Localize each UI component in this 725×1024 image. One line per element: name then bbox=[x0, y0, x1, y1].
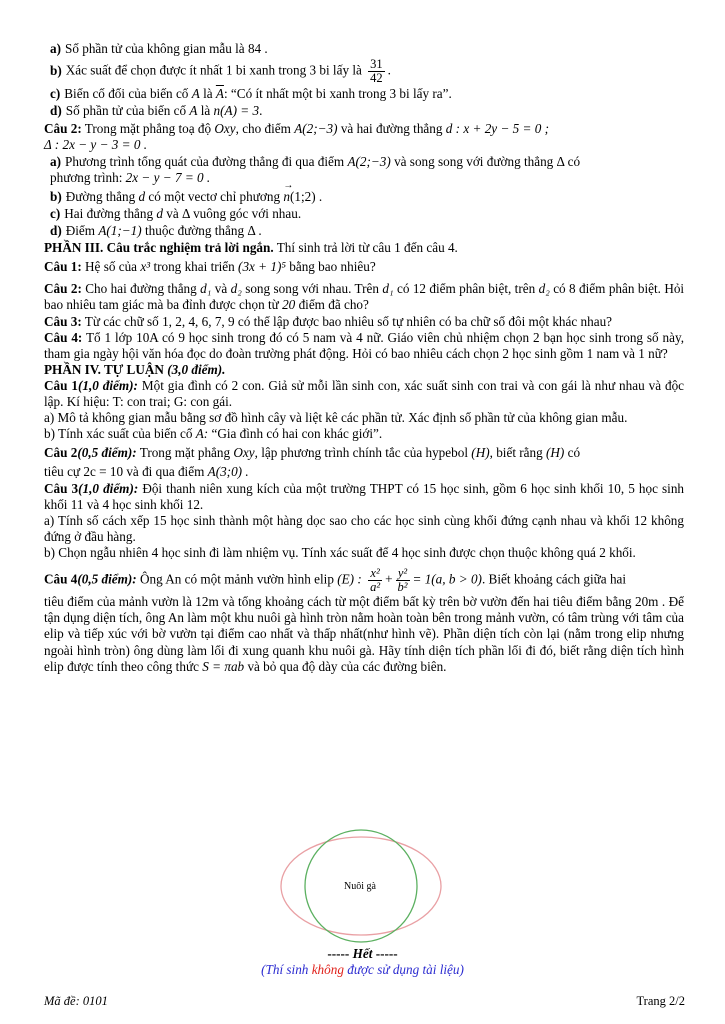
q1-option-d: d) Số phần tử của biến cố A là n(A) = 3. bbox=[50, 103, 263, 119]
end-mark: ----- Hết ----- bbox=[327, 946, 398, 961]
part4-heading: PHẦN IV. TỰ LUẬN (3,0 điểm). bbox=[44, 361, 226, 377]
q2-option-a: a) Phương trình tổng quát của đường thẳng đi qua điểm A(2;−3) và song song với đường thẳng Δ có phương trình: 2x − y − 7 = 0 . bbox=[50, 153, 581, 185]
fraction: $\frac{31}{42}$ bbox=[370, 57, 383, 86]
part3-heading: PHẦN III. Câu trắc nghiệm trả lời ngắn. Thí sinh trả lời từ câu 1 đến câu 4. bbox=[44, 240, 458, 256]
q2-stem: Câu 2: Trong mặt phẳng toạ độ Oxy, cho điểm A(2;−3) và hai đường thẳng d : x + 2y − 5 = 0 ; bbox=[44, 120, 550, 136]
exam-code: Mã đề: 0101 bbox=[44, 994, 108, 1008]
part4-q4-body: tiêu điểm của mảnh vườn là 12m và tổng khoảng cách từ một điểm bất kỳ trên bờ vườn đến hai tiêu điểm bằng 20m . Để tận dụng diện tích, ông An làm một khu nuôi gà hình tròn nằm hoàn toàn bên trong mảnh vườn, có tâm trùng với tâm của elip và tiếp xúc với bờ vườn tại điểm cao nhất và thấp nhất(như hình vẽ). Phần diện tích còn lại (nằm trong elip nhưng ngoài hình tròn) ông dùng làm lối đi xung quanh khu nuôi gà. Hãy tính diện tích phần lối đi đó, biết rằng diện tích hình elip được tính theo công thức S = πab và bỏ qua độ dày của các đường biên. bbox=[44, 594, 684, 674]
part4-q2-cont: tiêu cự 2c = 10 và đi qua điểm A(3;0) . bbox=[44, 464, 249, 480]
fraction-x: $\frac{\text{x²}}{\text{a²}}$ bbox=[370, 565, 381, 595]
part4-q2: Câu 2(0,5 điểm): Trong mặt phẳng Oxy, lập phương trình chính tắc của hypebol (H), biết rằng (H) có bbox=[44, 445, 581, 461]
fraction-y: $\frac{\text{y²}}{\text{b²}}$ bbox=[397, 565, 408, 595]
q1-option-a: a) Số phần tử của không gian mẫu là 84 . bbox=[50, 41, 268, 56]
part3-q2: Câu 2: Cho hai đường thẳng d₁ và d₂ song song với nhau. Trên d₁ có 12 điểm phân biệt, trên d₂ có 8 điểm phân biệt. Hỏi bao nhiêu tam giác mà ba đỉnh được chọn từ 20 điểm đã cho? bbox=[44, 281, 685, 313]
complement-event: $\overline{A}$ bbox=[215, 86, 224, 102]
q2-option-d: d) Điểm A(1;−1) thuộc đường thẳng Δ . bbox=[50, 223, 262, 239]
part4-q1: Câu 1(1,0 điểm): Một gia đình có 2 con. Giả sử mỗi lần sinh con, xác suất sinh con trai và con gái là như nhau và độc lập. Kí hiệu: T: con trai; G: con gái. bbox=[44, 377, 685, 410]
part4-q3: Câu 3(1,0 điểm): Đội thanh niên xung kích của một trường THPT có 15 học sinh, gồm 6 học sinh khối 10, 5 học sinh khối 11 và 4 học sinh khối 12. bbox=[44, 480, 685, 512]
part4-q1-b: b) Tính xác suất của biến cố A: “Gia đình có hai con khác giới”. bbox=[44, 426, 383, 442]
part4-q3-b: b) Chọn ngẫu nhiên 4 học sinh đi làm nhiệm vụ. Tính xác suất để 4 học sinh được chọn thuộc không quá 2 khối. bbox=[44, 544, 636, 560]
diagram-label: Nuôi gà bbox=[344, 881, 376, 892]
part3-q1: Câu 1: Hệ số của x³ trong khai triển (3x + 1)⁵ bằng bao nhiêu? bbox=[44, 259, 376, 275]
q1-option-c: c) Biến cố đối của biến cố A là $\overline{A}$: “Có ít nhất một bi xanh trong 3 bi lấy ra”. bbox=[50, 86, 452, 102]
part4-q4: Câu 4(0,5 điểm): Ông An có một mảnh vườn hình elip (E) : $\frac{\text{x²}}{\text{a²}}$ + $\frac{\text{y²}}{\text{b²}}$ = 1(a, b > 0). Biết khoảng cách giữa hai bbox=[44, 565, 627, 595]
part4-q1-a: a) Mô tả không gian mẫu bằng sơ đồ hình cây và liệt kê các phần tử. Xác định số phần tử của không gian mẫu. bbox=[44, 410, 628, 426]
part3-q4: Câu 4: Tổ 1 lớp 10A có 9 học sinh trong đó có 5 nam và 4 nữ. Giáo viên chủ nhiệm chọn 2 bạn học sinh trong số này, tham gia ngày hội văn hóa đọc do đoàn trường phát động. Hỏi có bao nhiêu cách chọn 2 học sinh gồm 1 nam và 1 nữ? bbox=[44, 329, 684, 361]
q2-line-delta: Δ : 2x − y − 3 = 0 . bbox=[44, 136, 148, 152]
part4-q3-a: a) Tính số cách xếp 15 học sinh thành một hàng dọc sao cho các học sinh cùng khối đứng cạnh nhau và khối 12 không đứng ở đầu hàng. bbox=[44, 512, 684, 544]
q2-option-b: b) Đường thẳng d có một vectơ chỉ phương → n(1;2) . bbox=[50, 179, 323, 204]
exam-note: (Thí sinh không được sử dụng tài liệu) bbox=[261, 962, 464, 977]
vector-n: → n bbox=[283, 179, 294, 204]
q2-option-c: c) Hai đường thẳng d và Δ vuông góc với nhau. bbox=[50, 206, 302, 221]
q1-option-b: b) Xác suất để chọn được ít nhất 1 bi xanh trong 3 bi lấy là $\frac{31}{42}$ . bbox=[50, 57, 391, 86]
exam-content bbox=[44, 40, 684, 675]
part3-q3: Câu 3: Từ các chữ số 1, 2, 4, 6, 7, 9 có thể lập được bao nhiêu số tự nhiên có ba chữ số đôi một khác nhau? bbox=[44, 313, 613, 329]
page-number: Trang 2/2 bbox=[636, 994, 685, 1008]
